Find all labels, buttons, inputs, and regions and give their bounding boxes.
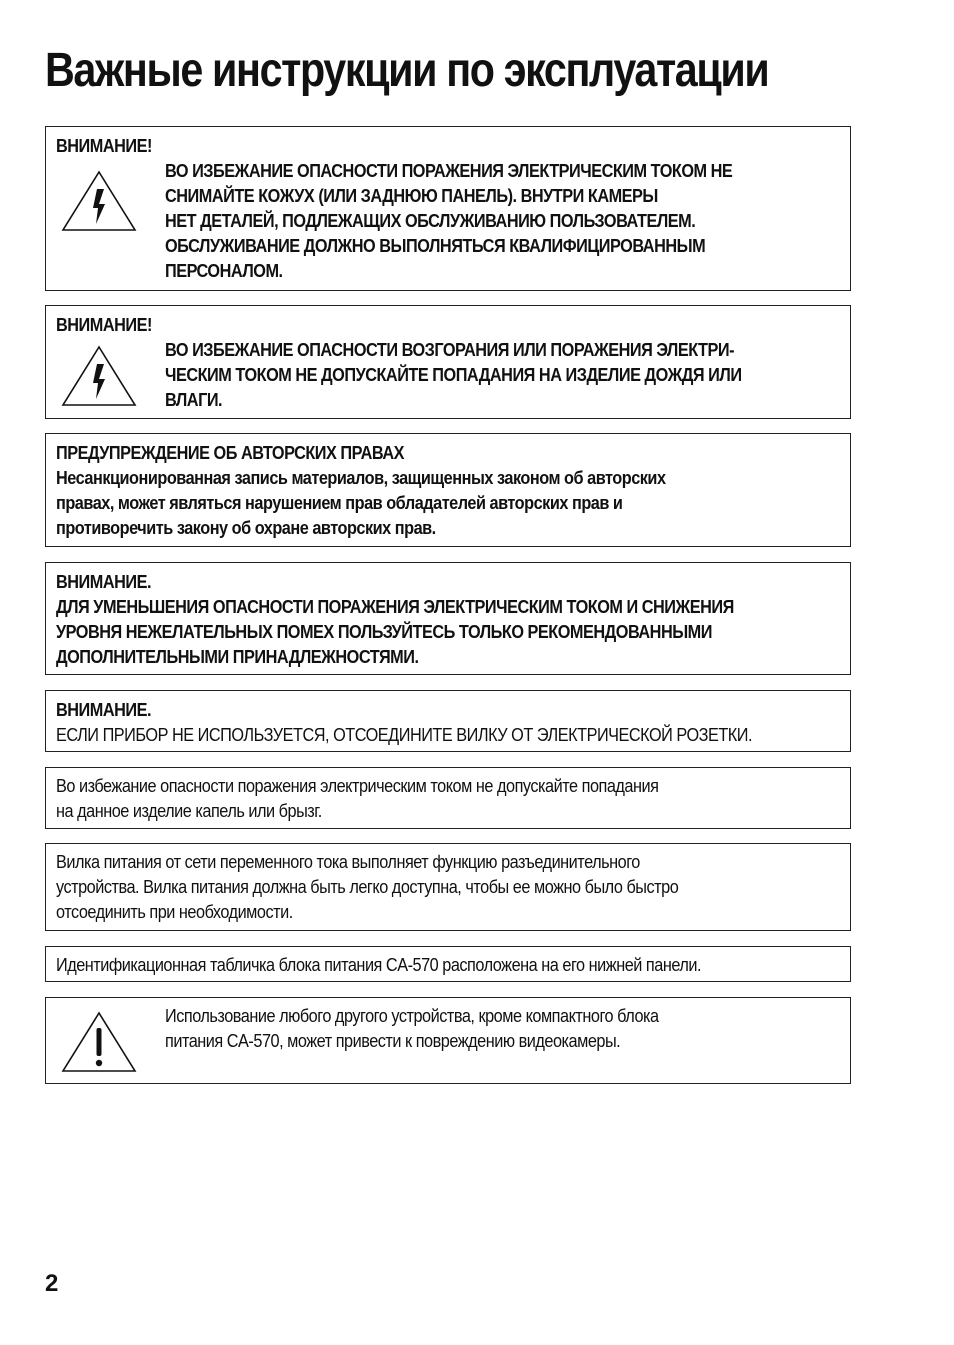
page-title: Важные инструкции по эксплуатации xyxy=(45,44,769,97)
notice-heading: ПРЕДУПРЕЖДЕНИЕ ОБ АВТОРСКИХ ПРАВАХ xyxy=(56,442,404,463)
notice-line: ОБСЛУЖИВАНИЕ ДОЛЖНО ВЫПОЛНЯТЬСЯ КВАЛИФИЦИРОВАННЫМ xyxy=(165,235,706,256)
notice-body xyxy=(165,158,732,283)
notice-shock-hazard-cover xyxy=(45,126,851,291)
notice-adapter-only xyxy=(45,997,851,1084)
notice-line: на данное изделие капель или брызг. xyxy=(56,800,322,821)
notice-heading: ВНИМАНИЕ! xyxy=(56,135,152,156)
notice-heading: ВНИМАНИЕ. xyxy=(56,699,152,720)
notice-line: ЧЕСКИМ ТОКОМ НЕ ДОПУСКАЙТЕ ПОПАДАНИЯ НА ИЗДЕЛИЕ ДОЖДЯ ИЛИ xyxy=(165,364,742,385)
notice-line: противоречить закону об охране авторских прав. xyxy=(56,517,436,538)
notice-line: ДЛЯ УМЕНЬШЕНИЯ ОПАСНОСТИ ПОРАЖЕНИЯ ЭЛЕКТРИЧЕСКИМ ТОКОМ И СНИЖЕНИЯ xyxy=(56,596,734,617)
notice-heading: ВНИМАНИЕ! xyxy=(56,314,152,335)
exclamation-warning-icon xyxy=(60,1010,138,1074)
notice-line: ДОПОЛНИТЕЛЬНЫМИ ПРИНАДЛЕЖНОСТЯМИ. xyxy=(56,646,419,667)
lightning-warning-icon xyxy=(60,344,138,408)
notice-power-plug xyxy=(45,843,851,931)
notice-line: правах, может являться нарушением прав обладателей авторских прав и xyxy=(56,492,623,513)
notice-body xyxy=(56,773,658,823)
notice-line: устройства. Вилка питания должна быть легко доступна, чтобы ее можно было быстро xyxy=(56,876,679,897)
notice-body xyxy=(165,1003,659,1053)
notice-fire-hazard-moisture xyxy=(45,305,851,419)
notice-line: УРОВНЯ НЕЖЕЛАТЕЛЬНЫХ ПОМЕХ ПОЛЬЗУЙТЕСЬ ТОЛЬКО РЕКОМЕНДОВАННЫМИ xyxy=(56,621,712,642)
notice-body xyxy=(165,337,742,412)
notice-copyright xyxy=(45,433,851,547)
notice-line: НЕТ ДЕТАЛЕЙ, ПОДЛЕЖАЩИХ ОБСЛУЖИВАНИЮ ПОЛЬЗОВАТЕЛЕМ. xyxy=(165,210,696,231)
notice-body xyxy=(56,952,701,977)
notice-line: Идентификационная табличка блока питания CA-570 расположена на его нижней панели. xyxy=(56,954,702,975)
notice-accessories xyxy=(45,562,851,675)
notice-body xyxy=(56,849,678,924)
notice-line: ПЕРСОНАЛОМ. xyxy=(165,260,283,281)
notice-line: Во избежание опасности поражения электрическим током не допускайте попадания xyxy=(56,775,659,796)
notice-body xyxy=(56,722,752,747)
notice-body xyxy=(56,594,734,669)
notice-line: ЕСЛИ ПРИБОР НЕ ИСПОЛЬЗУЕТСЯ, ОТСОЕДИНИТЕ ВИЛКУ ОТ ЭЛЕКТРИЧЕСКОЙ РОЗЕТКИ. xyxy=(56,724,753,745)
notice-line: Несанкционированная запись материалов, защищенных законом об авторских xyxy=(56,467,666,488)
lightning-warning-icon xyxy=(60,169,138,233)
notice-line: ВО ИЗБЕЖАНИЕ ОПАСНОСТИ ПОРАЖЕНИЯ ЭЛЕКТРИЧЕСКИМ ТОКОМ НЕ xyxy=(165,160,733,181)
notice-unplug xyxy=(45,690,851,752)
notice-drips xyxy=(45,767,851,829)
page-number: 2 xyxy=(45,1270,59,1297)
notice-line: СНИМАЙТЕ КОЖУХ (ИЛИ ЗАДНЮЮ ПАНЕЛЬ). ВНУТРИ КАМЕРЫ xyxy=(165,185,658,206)
notice-line: питания CA-570, может привести к повреждению видеокамеры. xyxy=(165,1030,621,1051)
notice-line: ВО ИЗБЕЖАНИЕ ОПАСНОСТИ ВОЗГОРАНИЯ ИЛИ ПОРАЖЕНИЯ ЭЛЕКТРИ- xyxy=(165,339,735,360)
notice-line: отсоединить при необходимости. xyxy=(56,901,293,922)
notice-line: Использование любого другого устройства, кроме компактного блока xyxy=(165,1005,659,1026)
notice-line: Вилка питания от сети переменного тока выполняет функцию разъединительного xyxy=(56,851,640,872)
notice-heading: ВНИМАНИЕ. xyxy=(56,571,152,592)
notice-body xyxy=(56,465,666,540)
notice-nameplate xyxy=(45,946,851,982)
notice-line: ВЛАГИ. xyxy=(165,389,223,410)
